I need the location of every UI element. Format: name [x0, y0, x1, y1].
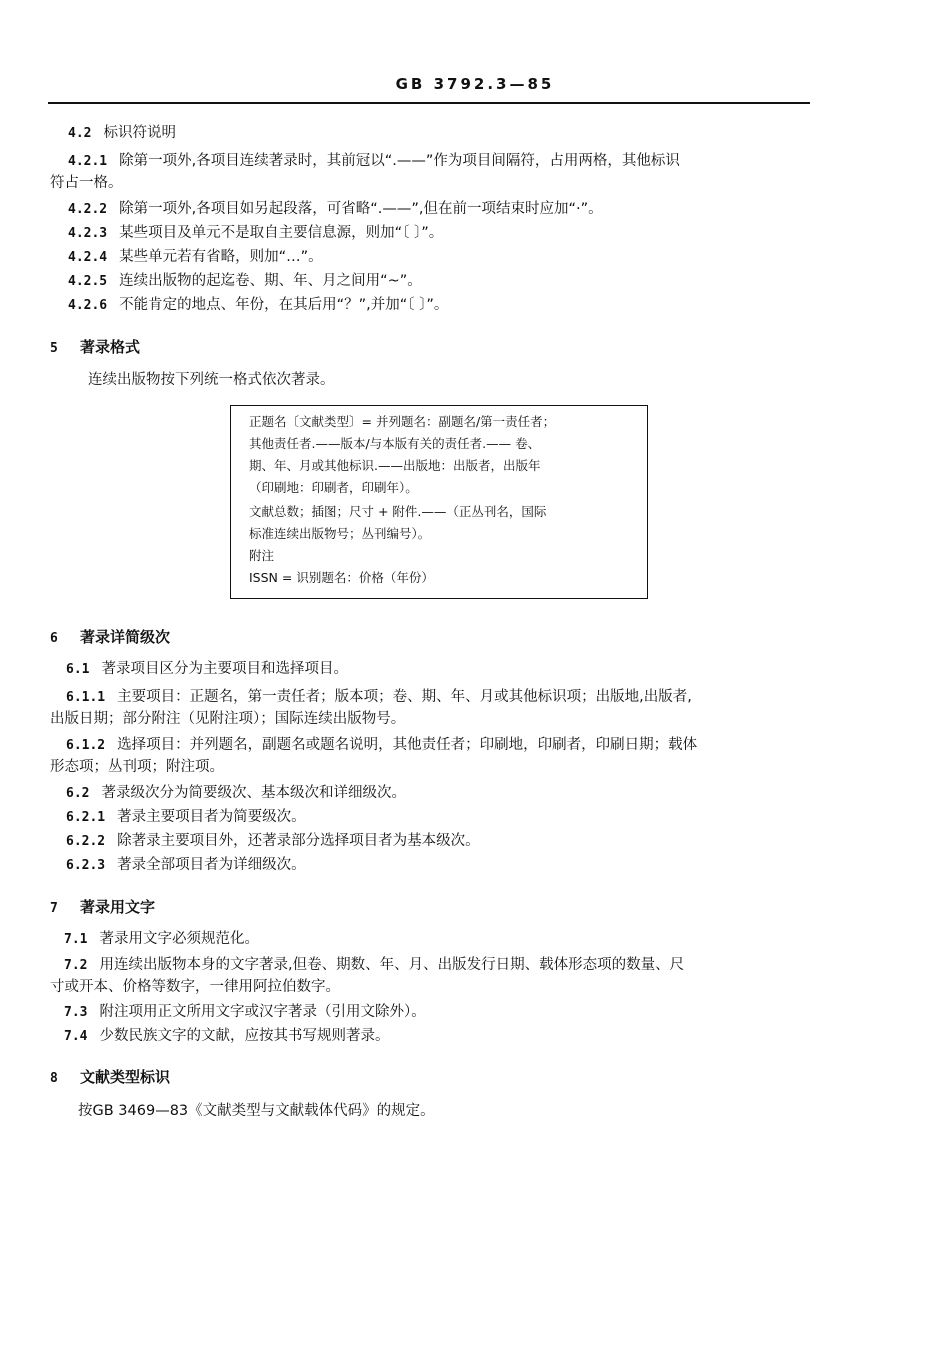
clause-6-1-1 — [66, 686, 692, 709]
clause-text: 著录全部项目者为详细级次。 — [117, 857, 306, 873]
clause-text: 标识符说明 — [103, 125, 176, 141]
clause-text: 主要项目：正题名，第一责任者；版本项；卷、期、年、月或其他标识项；出版地,出版者, — [117, 689, 692, 705]
clause-4-2-4 — [68, 246, 323, 269]
clause-6-1-1-cont: 出版日期；部分附注（见附注项）；国际连续出版物号。 — [50, 711, 406, 727]
header-rule — [48, 102, 810, 104]
section-number: 6 — [50, 631, 58, 646]
section-title: 著录用文字 — [80, 898, 156, 916]
section-5-heading — [50, 336, 140, 360]
clause-6-1-2 — [66, 734, 697, 757]
section-title: 著录详简级次 — [80, 628, 171, 646]
section-8-text: 按GB 3469—83《文献类型与文献载体代码》的规定。 — [78, 1103, 435, 1119]
clause-4-2-5 — [68, 270, 422, 293]
clause-number: 4.2.3 — [68, 226, 108, 241]
section-number: 5 — [50, 341, 58, 356]
format-line: 其他责任者.——版本/与本版有关的责任者.—— 卷、 — [249, 436, 541, 451]
clause-number: 6.2.2 — [66, 834, 106, 849]
clause-6-2-2 — [66, 830, 480, 853]
clause-6-2 — [66, 782, 406, 805]
clause-6-2-3 — [66, 854, 306, 877]
clause-text: 少数民族文字的文献，应按其书写规则著录。 — [99, 1028, 390, 1044]
format-line: 文献总数；插图；尺寸 + 附件.——（正丛刊名，国际 — [249, 504, 547, 519]
clause-7-2 — [64, 954, 684, 977]
clause-text: 著录级次分为简要级次、基本级次和详细级次。 — [101, 785, 406, 801]
clause-7-2-cont: 寸或开本、价格等数字，一律用阿拉伯数字。 — [50, 979, 340, 995]
clause-4-2-2 — [68, 198, 603, 221]
format-line: ISSN = 识别题名：价格（年份） — [249, 570, 434, 585]
clause-text: 选择项目：并列题名，副题名或题名说明，其他责任者；印刷地，印刷者，印刷日期；载体 — [117, 737, 698, 753]
clause-number: 6.2 — [66, 786, 90, 801]
clause-text: 著录项目区分为主要项目和选择项目。 — [101, 661, 348, 677]
clause-6-1 — [66, 658, 348, 681]
section-number: 7 — [50, 901, 58, 916]
section-6-heading — [50, 626, 170, 650]
clause-text: 用连续出版物本身的文字著录,但卷、期数、年、月、出版发行日期、载体形态项的数量、尺 — [99, 957, 685, 973]
format-template-box — [230, 405, 648, 599]
clause-text: 著录主要项目者为简要级次。 — [117, 809, 306, 825]
format-line: 期、年、月或其他标识.——出版地：出版者，出版年 — [249, 458, 541, 473]
format-line: 附注 — [249, 548, 275, 563]
section-4-2-heading — [68, 122, 176, 145]
clause-number: 7.4 — [64, 1029, 88, 1044]
section-title: 文献类型标识 — [80, 1068, 171, 1086]
clause-number: 4.2 — [68, 126, 92, 141]
section-5-intro: 连续出版物按下列统一格式依次著录。 — [88, 372, 335, 388]
clause-text: 不能肯定的地点、年份，在其后用“？”,并加“〔 〕”。 — [119, 297, 449, 313]
clause-4-2-1 — [68, 150, 680, 173]
format-line: （印刷地：印刷者，印刷年）。 — [249, 480, 418, 495]
section-7-heading — [50, 896, 155, 920]
clause-text: 除第一项外,各项目连续著录时，其前冠以“.——”作为项目间隔符，占用两格，其他标识 — [119, 153, 680, 169]
clause-number: 4.2.6 — [68, 298, 108, 313]
clause-number: 4.2.2 — [68, 202, 108, 217]
clause-number: 7.1 — [64, 932, 88, 947]
clause-4-2-3 — [68, 222, 443, 245]
clause-text: 连续出版物的起迄卷、期、年、月之间用“~”。 — [119, 273, 422, 289]
clause-number: 4.2.5 — [68, 274, 108, 289]
clause-text: 除著录主要项目外，还著录部分选择项目者为基本级次。 — [117, 833, 480, 849]
page-header-code: GB 3792.3—85 — [395, 75, 555, 93]
clause-number: 6.1.1 — [66, 690, 106, 705]
clause-number: 7.2 — [64, 958, 88, 973]
clause-6-1-2-cont: 形态项；丛刊项；附注项。 — [50, 759, 224, 775]
clause-text: 附注项用正文所用文字或汉字著录（引用文除外）。 — [99, 1004, 426, 1020]
clause-7-1 — [64, 928, 259, 951]
clause-4-2-1-cont: 符占一格。 — [50, 175, 123, 191]
clause-number: 4.2.1 — [68, 154, 108, 169]
clause-number: 6.1 — [66, 662, 90, 677]
clause-number: 6.1.2 — [66, 738, 106, 753]
clause-text: 著录用文字必须规范化。 — [99, 931, 259, 947]
format-line: 标准连续出版物号；丛刊编号）。 — [249, 526, 431, 541]
clause-number: 4.2.4 — [68, 250, 108, 265]
section-title: 著录格式 — [80, 338, 141, 356]
clause-number: 7.3 — [64, 1005, 88, 1020]
clause-6-2-1 — [66, 806, 306, 829]
clause-7-3 — [64, 1001, 426, 1024]
clause-4-2-6 — [68, 294, 448, 317]
clause-number: 6.2.1 — [66, 810, 106, 825]
format-line: 正题名〔文献类型〕= 并列题名：副题名/第一责任者； — [249, 414, 556, 429]
clause-text: 某些单元若有省略，则加“…”。 — [119, 249, 323, 265]
section-8-heading — [50, 1066, 170, 1090]
clause-text: 某些项目及单元不是取自主要信息源，则加“〔 〕”。 — [119, 225, 444, 241]
clause-number: 6.2.3 — [66, 858, 106, 873]
section-number: 8 — [50, 1071, 58, 1086]
clause-7-4 — [64, 1025, 389, 1048]
clause-text: 除第一项外,各项目如另起段落，可省略“.——”,但在前一项结束时应加“·”。 — [119, 201, 603, 217]
